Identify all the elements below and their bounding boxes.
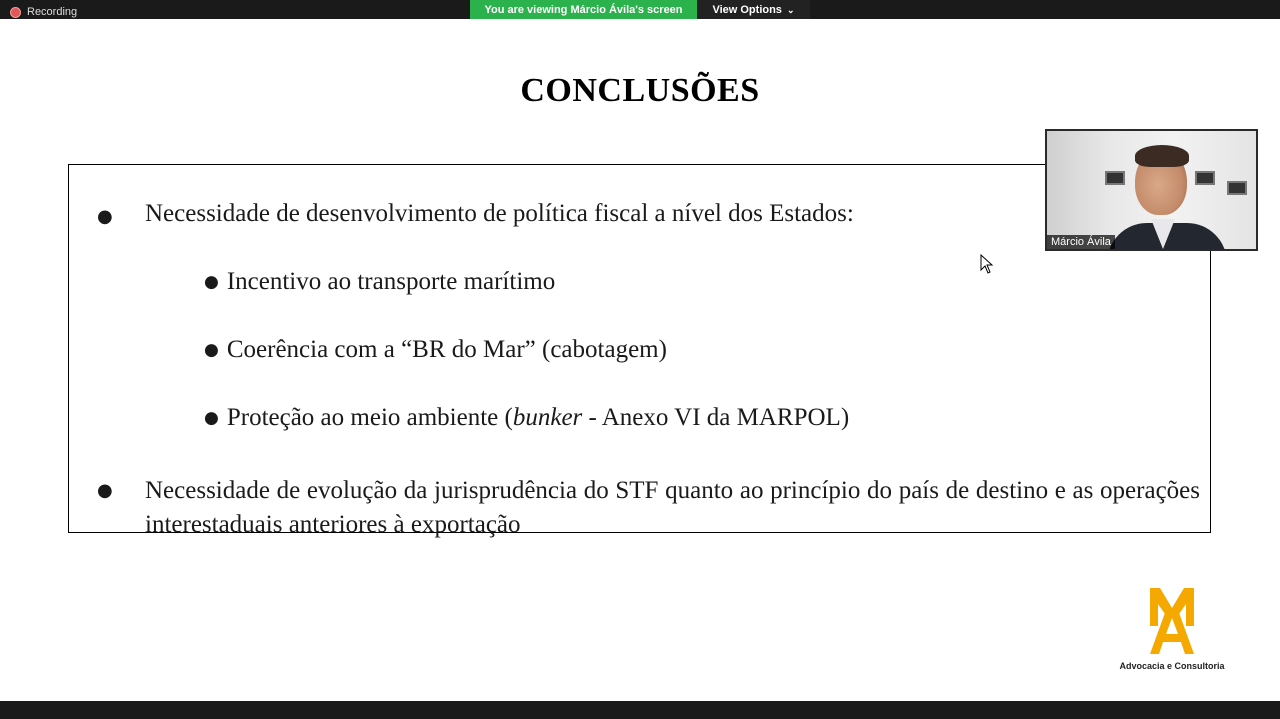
view-options-label: View Options [712, 4, 782, 16]
sub-item-3-italic: bunker [512, 404, 583, 431]
view-options-button[interactable] [697, 0, 810, 20]
participant-video[interactable] [1045, 129, 1258, 251]
sub-item-3-prefix: Proteção ao meio ambiente ( [226, 404, 513, 431]
sub-item-3 [204, 404, 849, 432]
bullet-icon: ● [97, 206, 113, 227]
logo-caption: Advocacia e Consultoria [1119, 661, 1225, 671]
sub-item-1-text: Incentivo ao transporte marítimo [226, 268, 556, 295]
meeting-top-bar [0, 0, 1280, 19]
participant-hair [1135, 145, 1189, 167]
wall-frame [1195, 171, 1215, 185]
sub-bullet-icon: ● [204, 272, 219, 292]
viewing-screen-banner: You are viewing Márcio Ávila's screen [470, 0, 697, 20]
bullet-icon: ● [97, 480, 113, 501]
sub-item-1 [204, 268, 555, 296]
wall-frame [1105, 171, 1125, 185]
sub-item-2 [204, 336, 667, 364]
logo-icon [1150, 588, 1194, 654]
sub-bullet-icon: ● [204, 408, 219, 428]
slide-title: CONCLUSÕES [520, 72, 760, 109]
recording-icon [10, 7, 21, 18]
sub-bullet-icon: ● [204, 340, 219, 360]
bullet-item-2: Necessidade de evolução da jurisprudência do STF quanto ao princípio do país de destino e as operações interestaduais anteriores à exportação [145, 477, 1200, 538]
bullet-item-1: Necessidade de desenvolvimento de política fiscal a nível dos Estados: [145, 200, 854, 227]
participant-name-label: Márcio Ávila [1047, 235, 1115, 249]
sub-item-3-suffix: - Anexo VI da MARPOL) [582, 404, 850, 431]
sub-item-2-text: Coerência com a “BR do Mar” (cabotagem) [226, 336, 667, 363]
recording-indicator[interactable] [10, 6, 77, 18]
meeting-bottom-bar [0, 701, 1280, 719]
mouse-cursor-icon [980, 254, 994, 274]
recording-label: Recording [27, 6, 78, 18]
chevron-down-icon: ⌄ [787, 5, 795, 15]
wall-frame [1227, 181, 1247, 195]
